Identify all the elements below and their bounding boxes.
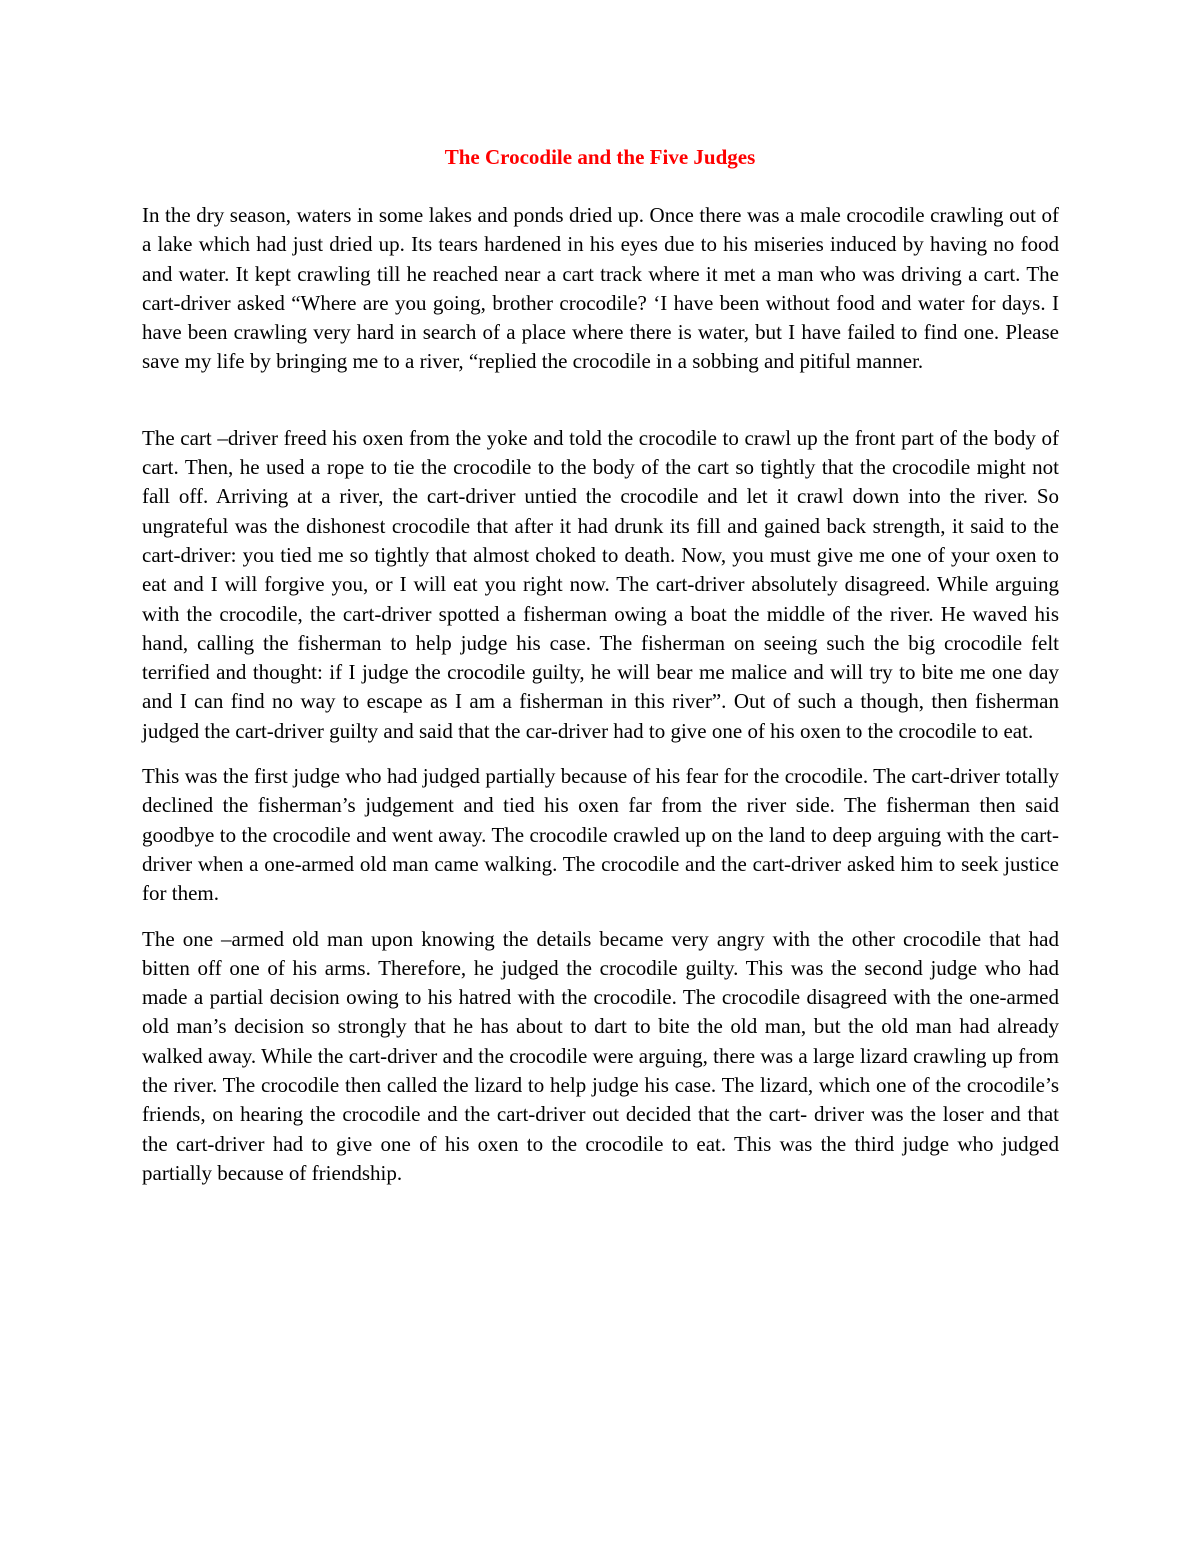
paragraph-3: This was the first judge who had judged partially because of his fear for the crocodile. The cart-driver totally declined the fisherman’s judgement and tied his oxen far from the river side. The fisherman then said goodbye to the crocodile and went away. The crocodile crawled up on the land to deep arguing with the cart-driver when a one-armed old man came walking. The crocodile and the cart-driver asked him to seek justice for them. — [142, 764, 1059, 906]
paragraph-4: The one –armed old man upon knowing the details became very angry with the other crocodile that had bitten off one of his arms. Therefore, he judged the crocodile guilty. This was the second judge who had made a partial decision owing to his hatred with the crocodile. The crocodile disagreed with the one-armed old man’s decision so strongly that he has about to dart to bite the old man, but the old man had already walked away. While the cart-driver and the crocodile were arguing, there was a large lizard crawling up from the river. The crocodile then called the lizard to help judge his case. The lizard, which one of the crocodile’s friends, on hearing the crocodile and the cart-driver out decided that the cart- driver was the loser and that the cart-driver had to give one of his oxen to the crocodile to eat. This was the third judge who judged partially because of friendship. — [142, 926, 1059, 1185]
paragraph-2: The cart –driver freed his oxen from the yoke and told the crocodile to crawl up the front part of the body of cart. Then, he used a rope to tie the crocodile to the body of the cart so tightly that the crocodile might not fall off. Arriving at a river, the cart-driver untied the crocodile and let it crawl down into the river. So ungrateful was the dishonest crocodile that after it had drunk its fill and gained back strength, it said to the cart-driver: you tied me so tightly that almost choked to death. Now, you must give me one of your oxen to eat and I will forgive you, or I will eat you right now. The cart-driver absolutely disagreed. While arguing with the crocodile, the cart-driver spotted a fisherman owing a boat the middle of the river. He waved his hand, calling the fisherman to help judge his case. The fisherman on seeing such the big crocodile felt terrified and thought: if I judge the crocodile guilty, he will bear me malice and will try to bite me one day and I can find no way to escape as I am a fisherman in this river”. Out of such a though, then fisherman judged the cart-driver guilty and said that the car-driver had to give one of his oxen to the crocodile to eat. — [142, 425, 1059, 743]
document-title: The Crocodile and the Five Judges — [444, 145, 756, 169]
paragraph-1: In the dry season, waters in some lakes and ponds dried up. Once there was a male crocodile crawling out of a lake which had just dried up. Its tears hardened in his eyes due to his miseries induced by having no food and water. It kept crawling till he reached near a cart track where it met a man who was driving a cart. The cart-driver asked “Where are you going, brother crocodile? ‘I have been without food and water for days. I have been crawling very hard in search of a place where there is water, but I have failed to find one. Please save my life by bringing me to a river, “replied the crocodile in a sobbing and pitiful manner. — [142, 203, 1059, 374]
document-body — [142, 201, 1059, 1188]
